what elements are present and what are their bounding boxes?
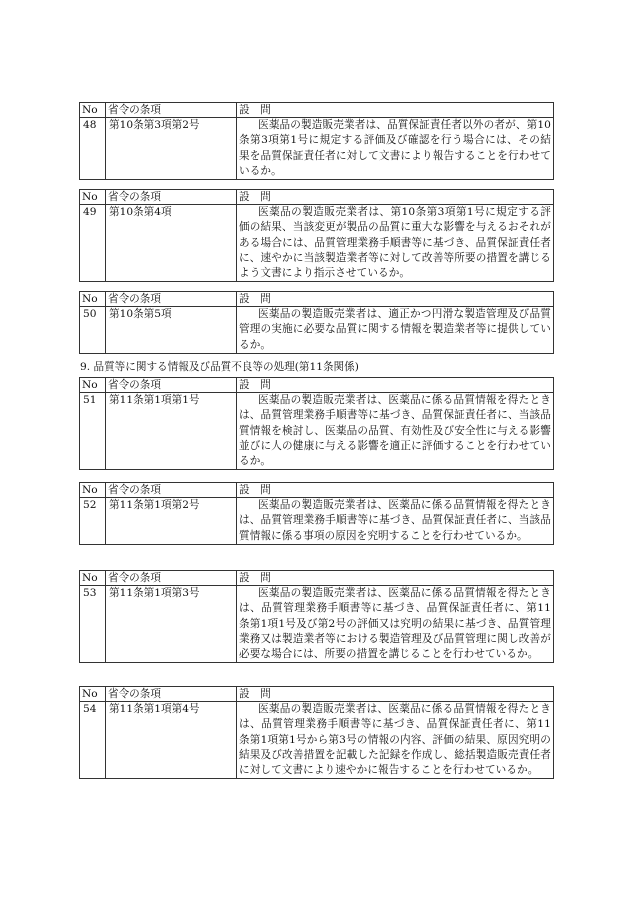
header-no: No (80, 687, 106, 702)
question-table-52 (79, 482, 554, 545)
item-number: 48 (80, 118, 106, 180)
question-text: 医薬品の製造販売業者は、医薬品に係る品質情報を得たときは、品質管理業務手順書等に基づき、品質保証責任者に、当該品質情報に係る事項の原因を究明することを行わせているか。 (237, 498, 554, 545)
section-heading: 9. 品質等に関する情報及び品質不良等の処理(第11条関係) (80, 361, 359, 373)
question-table-48 (79, 102, 554, 180)
question-table-49 (79, 189, 554, 282)
table-header-row (80, 103, 554, 118)
table-header-row (80, 292, 554, 307)
item-number: 54 (80, 702, 106, 779)
header-article: 省令の条項 (106, 687, 237, 702)
header-no: No (80, 378, 106, 393)
table-row (80, 498, 554, 545)
question-table-54 (79, 686, 554, 779)
article-reference: 第10条第3項第2号 (106, 118, 237, 180)
item-number: 49 (80, 205, 106, 282)
header-article: 省令の条項 (106, 378, 237, 393)
header-no: No (80, 190, 106, 205)
item-number: 50 (80, 307, 106, 354)
article-reference: 第11条第1項第2号 (106, 498, 237, 545)
item-number: 52 (80, 498, 106, 545)
question-text: 医薬品の製造販売業者は、第10条第3項第1号に規定する評価の結果、当該変更が製品の品質に重大な影響を与えるおそれがある場合には、品質管理業務手順書等に基づき、品質保証責任者に、速やかに当該製造業者等に対して改善等所要の措置を講じるよう文書により指示させているか。 (237, 205, 554, 282)
table-header-row (80, 378, 554, 393)
header-article: 省令の条項 (106, 571, 237, 586)
header-question: 設 問 (237, 378, 554, 393)
question-text: 医薬品の製造販売業者は、品質保証責任者以外の者が、第10条第3項第1号に規定する評価及び確認を行う場合には、その結果を品質保証責任者に対して文書により報告することを行わせているか。 (237, 118, 554, 180)
header-article: 省令の条項 (106, 292, 237, 307)
table-header-row (80, 483, 554, 498)
question-table-50 (79, 291, 554, 354)
header-no: No (80, 483, 106, 498)
header-article: 省令の条項 (106, 103, 237, 118)
question-text: 医薬品の製造販売業者は、適正かつ円滑な製造管理及び品質管理の実施に必要な品質に関する情報を製造業者等に提供しているか。 (237, 307, 554, 354)
table-row (80, 393, 554, 470)
article-reference: 第10条第4項 (106, 205, 237, 282)
table-row (80, 307, 554, 354)
table-row (80, 205, 554, 282)
table-row (80, 702, 554, 779)
article-reference: 第10条第5項 (106, 307, 237, 354)
table-header-row (80, 190, 554, 205)
table-header-row (80, 571, 554, 586)
table-row (80, 586, 554, 663)
header-question: 設 問 (237, 571, 554, 586)
question-text: 医薬品の製造販売業者は、医薬品に係る品質情報を得たときは、品質管理業務手順書等に基づき、品質保証責任者に、第11条第1項1号及び第2号の評価又は究明の結果に基づき、品質管理業務又は製造業者等における製造管理及び品質管理に関し改善が必要な場合には、所要の措置を講じることを行わせているか。 (237, 586, 554, 663)
item-number: 53 (80, 586, 106, 663)
article-reference: 第11条第1項第3号 (106, 586, 237, 663)
question-table-53 (79, 570, 554, 663)
article-reference: 第11条第1項第4号 (106, 702, 237, 779)
header-question: 設 問 (237, 190, 554, 205)
table-row (80, 118, 554, 180)
question-text: 医薬品の製造販売業者は、医薬品に係る品質情報を得たときは、品質管理業務手順書等に基づき、品質保証責任者に、当該品質情報を検討し、医薬品の品質、有効性及び安全性に与える影響並びに人の健康に与える影響を適正に評価することを行わせているか。 (237, 393, 554, 470)
header-article: 省令の条項 (106, 190, 237, 205)
question-table-51 (79, 377, 554, 470)
header-question: 設 問 (237, 103, 554, 118)
header-question: 設 問 (237, 483, 554, 498)
article-reference: 第11条第1項第1号 (106, 393, 237, 470)
header-no: No (80, 292, 106, 307)
header-no: No (80, 103, 106, 118)
header-article: 省令の条項 (106, 483, 237, 498)
header-question: 設 問 (237, 687, 554, 702)
table-header-row (80, 687, 554, 702)
header-no: No (80, 571, 106, 586)
item-number: 51 (80, 393, 106, 470)
question-text: 医薬品の製造販売業者は、医薬品に係る品質情報を得たときは、品質管理業務手順書等に基づき、品質保証責任者に、第11条第1項第1号から第3号の情報の内容、評価の結果、原因究明の結果及び改善措置を記載した記録を作成し、総括製造販売責任者に対して文書により速やかに報告することを行わせているか。 (237, 702, 554, 779)
header-question: 設 問 (237, 292, 554, 307)
